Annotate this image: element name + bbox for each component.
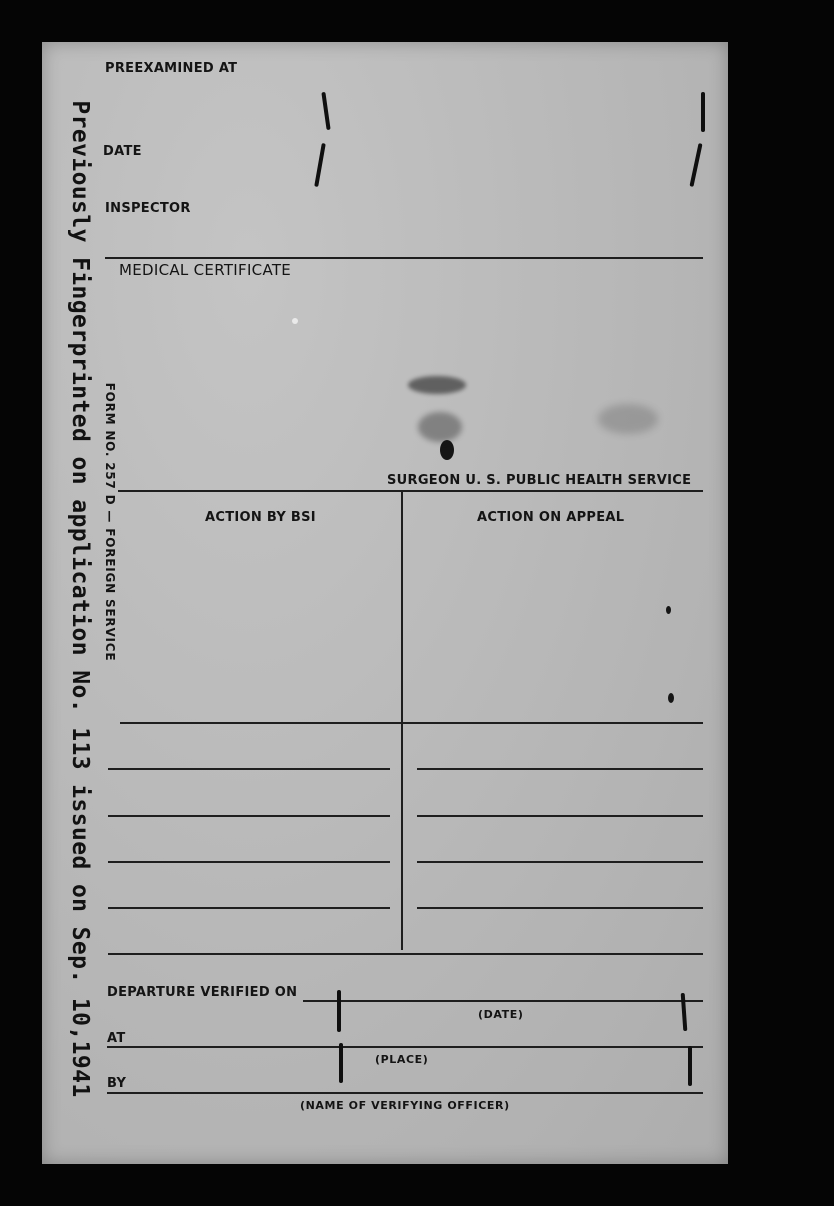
ink-smudge: [666, 606, 671, 614]
rule-line: [108, 768, 390, 770]
officer-line: [107, 1092, 703, 1094]
ink-smudge: [668, 693, 674, 703]
ink-smudge: [292, 318, 298, 324]
bracket-mark: [337, 990, 341, 1032]
rule-line: [108, 861, 390, 863]
action-on-appeal-label: ACTION ON APPEAL: [477, 510, 625, 525]
medical-certificate-title: MEDICAL CERTIFICATE: [119, 261, 292, 279]
at-label: AT: [107, 1031, 126, 1046]
rule-line: [108, 953, 703, 955]
bracket-mark: [339, 1043, 343, 1083]
bracket-mark: [688, 1046, 692, 1086]
inspector-label: INSPECTOR: [105, 201, 191, 216]
preexamined-at-label: PREEXAMINED AT: [105, 61, 238, 76]
ink-smudge: [598, 404, 658, 434]
place-caption: (PLACE): [375, 1053, 429, 1066]
departure-date-line: [303, 1000, 703, 1002]
fingerprint-stamp: Previously Fingerprinted on application No. 113 issued on Sep. 10,1941: [67, 100, 93, 1098]
rule-line: [108, 815, 390, 817]
ink-smudge: [418, 412, 462, 442]
date-caption: (DATE): [478, 1008, 524, 1021]
ink-smudge: [408, 376, 466, 394]
form-number: FORM NO. 257 D — FOREIGN SERVICE: [103, 382, 117, 662]
by-label: BY: [107, 1076, 127, 1091]
surgeon-label: SURGEON U. S. PUBLIC HEALTH SERVICE: [387, 473, 692, 488]
action-by-bsi-label: ACTION BY BSI: [205, 510, 316, 525]
ink-smudge: [440, 440, 454, 460]
departure-verified-label: DEPARTURE VERIFIED ON: [107, 985, 298, 1000]
rule-line: [417, 907, 703, 909]
column-divider: [401, 492, 403, 950]
officer-caption: (NAME OF VERIFYING OFFICER): [300, 1099, 510, 1112]
place-line: [107, 1046, 703, 1048]
rule-line: [417, 861, 703, 863]
rule-line: [417, 768, 703, 770]
divider-line: [105, 257, 703, 259]
rule-line: [120, 722, 703, 724]
date-label: DATE: [103, 144, 142, 159]
rule-line: [108, 907, 390, 909]
divider-line: [118, 490, 703, 492]
bracket-mark: [701, 92, 705, 132]
rule-line: [417, 815, 703, 817]
